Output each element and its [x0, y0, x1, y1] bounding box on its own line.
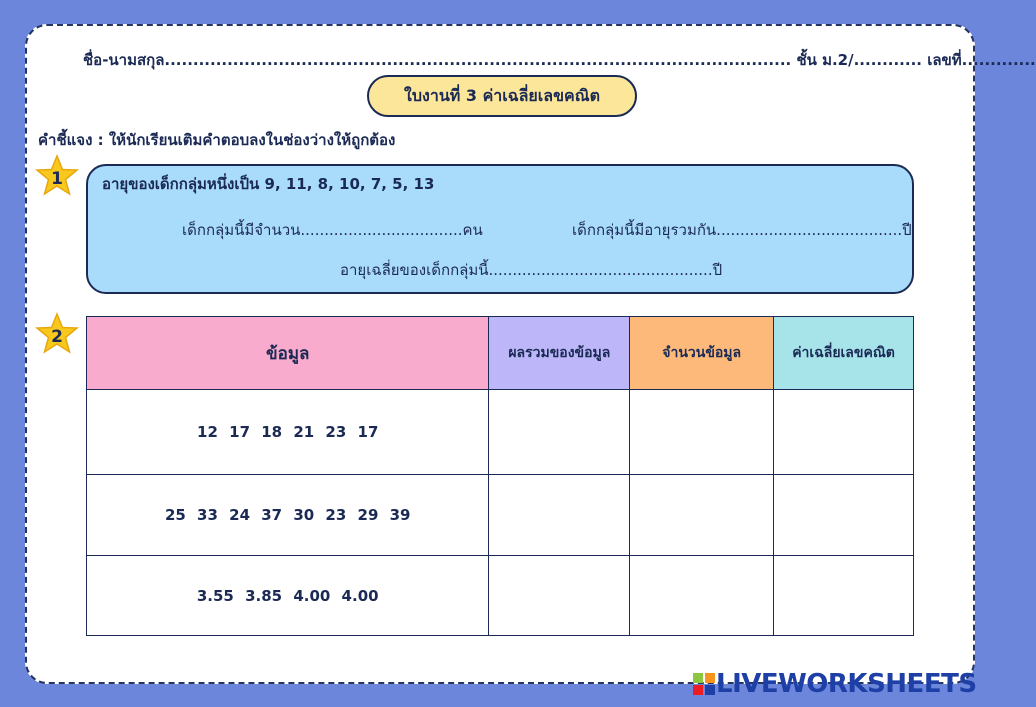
liveworksheets-watermark	[692, 669, 977, 699]
question1-count-blank[interactable]: เด็กกลุ่มนี้มีจำนวน..................................คน	[182, 221, 483, 239]
student-info-line: ชื่อ-นามสกุล.............................................................................................................. ชั้น ม.2/............ เลขที่.............	[83, 51, 1036, 69]
row3-mean-cell[interactable]	[774, 556, 914, 636]
row2-data: 25 33 24 37 30 23 29 39	[87, 475, 489, 556]
liveworksheets-logo-icon	[692, 672, 716, 696]
row3-sum-cell[interactable]	[489, 556, 630, 636]
question2-table	[86, 316, 914, 636]
table-header-row	[87, 317, 914, 390]
star-1-number: 1	[51, 169, 63, 189]
worksheet-title-text: ใบงานที่ 3 ค่าเฉลี่ยเลขคณิต	[404, 85, 600, 105]
row1-data: 12 17 18 21 23 17	[87, 390, 489, 475]
header-mean: ค่าเฉลี่ยเลขคณิต	[774, 317, 914, 390]
row1-mean-cell[interactable]	[774, 390, 914, 475]
star-number-2-icon	[35, 312, 79, 356]
row2-count-cell[interactable]	[630, 475, 774, 556]
star-number-1-icon	[35, 154, 79, 198]
row2-mean-cell[interactable]	[774, 475, 914, 556]
header-data: ข้อมูล	[87, 317, 489, 390]
row1-count-cell[interactable]	[630, 390, 774, 475]
row1-sum-cell[interactable]	[489, 390, 630, 475]
question1-statement: อายุของเด็กกลุ่มหนึ่งเป็น 9, 11, 8, 10, 7, 5, 13	[102, 175, 435, 193]
row3-count-cell[interactable]	[630, 556, 774, 636]
row3-data: 3.55 3.85 4.00 4.00	[87, 556, 489, 636]
liveworksheets-text: LIVEWORKSHEETS	[716, 669, 977, 699]
header-count: จำนวนข้อมูล	[630, 317, 774, 390]
header-sum: ผลรวมของข้อมูล	[489, 317, 630, 390]
table-row	[87, 556, 914, 636]
worksheet-title	[367, 75, 637, 117]
star-2-number: 2	[51, 327, 63, 347]
table-row	[87, 390, 914, 475]
table-row	[87, 475, 914, 556]
row2-sum-cell[interactable]	[489, 475, 630, 556]
question1-sum-blank[interactable]: เด็กกลุ่มนี้มีอายุรวมกัน.......................................ปี	[572, 221, 912, 239]
instruction-text: คำชี้แจง : ให้นักเรียนเติมคำตอบลงในช่องว่างให้ถูกต้อง	[38, 131, 396, 149]
question1-mean-blank[interactable]: อายุเฉลี่ยของเด็กกลุ่มนี้...............................................ปี	[340, 261, 723, 279]
